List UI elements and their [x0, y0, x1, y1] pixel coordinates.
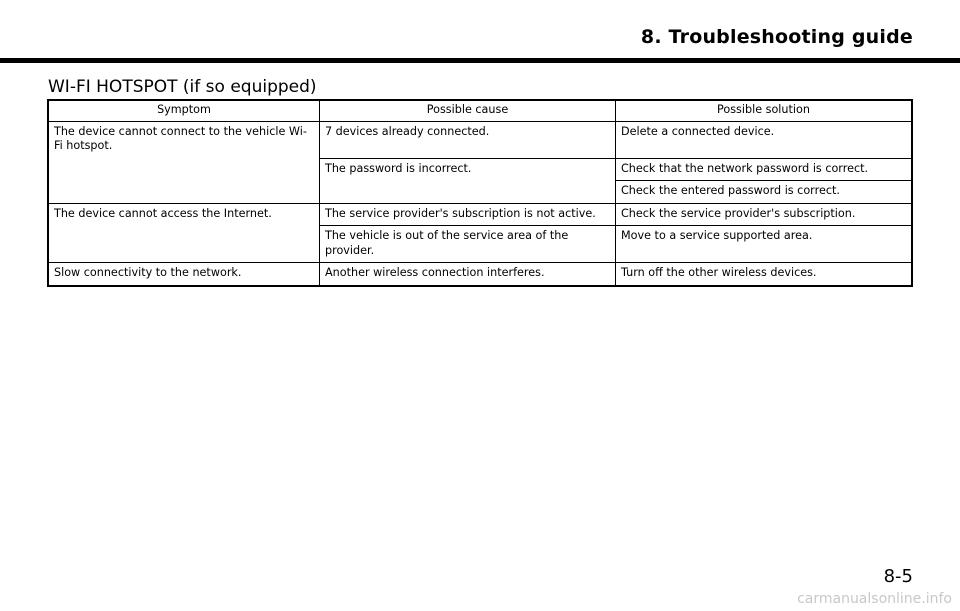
- symptom-cell: The device cannot access the Internet.: [48, 203, 320, 263]
- watermark-text: carmanualsonline.info: [797, 591, 952, 607]
- cause-cell: The service provider's subscription is not active.: [320, 203, 616, 226]
- table-header-row: [48, 100, 912, 121]
- solution-cell: Check the service provider's subscription.: [616, 203, 913, 226]
- solution-cell: Move to a service supported area.: [616, 226, 913, 263]
- chapter-title: 8. Troubleshooting guide: [640, 26, 913, 48]
- column-header-possible-solution: Possible solution: [616, 100, 913, 121]
- table-row: [48, 263, 912, 286]
- symptom-cell: The device cannot connect to the vehicle Wi-Fi hotspot.: [48, 121, 320, 203]
- section-title: WI-FI HOTSPOT (if so equipped): [48, 77, 317, 97]
- solution-cell: Delete a connected device.: [616, 121, 913, 158]
- cause-cell: Another wireless connection interferes.: [320, 263, 616, 286]
- cause-cell: 7 devices already connected.: [320, 121, 616, 158]
- solution-cell: Turn off the other wireless devices.: [616, 263, 913, 286]
- page-number: 8-5: [883, 566, 913, 587]
- solution-cell: Check the entered password is correct.: [616, 181, 913, 204]
- cause-cell: The vehicle is out of the service area of the provider.: [320, 226, 616, 263]
- cause-cell: The password is incorrect.: [320, 158, 616, 203]
- solution-cell: Check that the network password is correct.: [616, 158, 913, 181]
- symptom-cell: Slow connectivity to the network.: [48, 263, 320, 286]
- troubleshooting-table: [47, 99, 913, 287]
- table-row: [48, 203, 912, 226]
- header-rule: [0, 58, 960, 63]
- column-header-symptom: Symptom: [48, 100, 320, 121]
- table-row: [48, 121, 912, 158]
- column-header-possible-cause: Possible cause: [320, 100, 616, 121]
